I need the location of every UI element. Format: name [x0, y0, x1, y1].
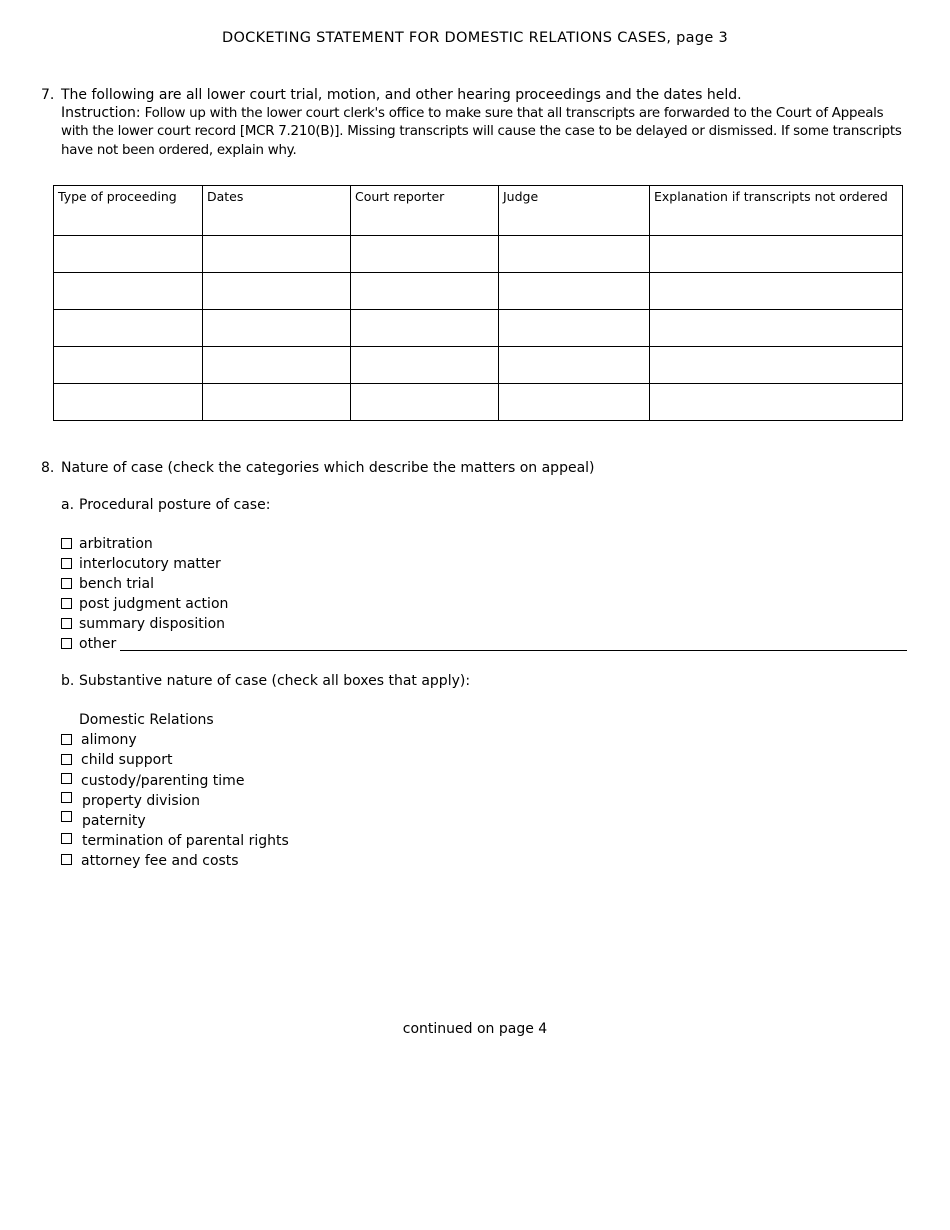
proceedings-table: [53, 185, 903, 421]
table-row: [54, 236, 903, 273]
checkbox-summary-disposition[interactable]: [61, 618, 72, 629]
table-cell[interactable]: [499, 384, 650, 421]
table-cell[interactable]: [351, 310, 499, 347]
option-interlocutory-matter: interlocutory matter: [79, 556, 221, 572]
table-cell[interactable]: [650, 273, 903, 310]
table-row: [54, 347, 903, 384]
other-fill-line[interactable]: [120, 650, 907, 651]
table-row: [54, 273, 903, 310]
table-cell[interactable]: [499, 236, 650, 273]
checkbox-interlocutory-matter[interactable]: [61, 558, 72, 569]
option-arbitration: arbitration: [79, 536, 153, 552]
table-cell[interactable]: [54, 384, 203, 421]
checkbox-child-support[interactable]: [61, 754, 72, 765]
col-type-of-proceeding: Type of proceeding: [54, 186, 203, 236]
checkbox-alimony[interactable]: [61, 734, 72, 745]
checkbox-bench-trial[interactable]: [61, 578, 72, 589]
instruction-text-1: Follow up with the lower court clerk's office to make sure that all transcripts are forwarded to the Court of Appeals: [140, 106, 884, 121]
col-judge: Judge: [499, 186, 650, 236]
option-other: other: [79, 636, 117, 652]
instruction-label: Instruction:: [61, 105, 141, 121]
table-cell[interactable]: [54, 236, 203, 273]
option-alimony: alimony: [81, 732, 137, 748]
col-dates: Dates: [203, 186, 351, 236]
option-termination-of-parental-rights: termination of parental rights: [82, 833, 289, 849]
checkbox-custody-parenting-time[interactable]: [61, 773, 72, 784]
table-cell[interactable]: [203, 236, 351, 273]
table-cell[interactable]: [650, 347, 903, 384]
option-summary-disposition: summary disposition: [79, 616, 226, 632]
table-cell[interactable]: [650, 236, 903, 273]
col-explanation: Explanation if transcripts not ordered: [650, 186, 903, 236]
table-cell[interactable]: [351, 273, 499, 310]
table-cell[interactable]: [203, 310, 351, 347]
table-cell[interactable]: [499, 347, 650, 384]
checkbox-arbitration[interactable]: [61, 538, 72, 549]
q8b-text: Substantive nature of case (check all boxes that apply):: [79, 673, 471, 689]
continued-note: continued on page 4: [402, 1021, 548, 1037]
table-cell[interactable]: [650, 310, 903, 347]
q8-number: 8.: [41, 460, 55, 476]
checkbox-attorney-fee-and-costs[interactable]: [61, 854, 72, 865]
q7-instruction-line2: with the lower court record [MCR 7.210(B)]. Missing transcripts will cause the case to be delayed or dismissed. If some transcripts: [61, 124, 902, 139]
table-cell[interactable]: [650, 384, 903, 421]
option-bench-trial: bench trial: [79, 576, 154, 592]
table-cell[interactable]: [203, 347, 351, 384]
table-cell[interactable]: [351, 347, 499, 384]
q8a-text: Procedural posture of case:: [79, 497, 271, 513]
q7-text: The following are all lower court trial, motion, and other hearing proceedings and the dates held.: [61, 87, 742, 103]
option-paternity: paternity: [82, 813, 146, 829]
table-cell[interactable]: [203, 273, 351, 310]
q7-instruction-line3: have not been ordered, explain why.: [61, 143, 297, 158]
q8a-label: a.: [61, 497, 75, 513]
option-property-division: property division: [82, 793, 200, 809]
table-row: [54, 310, 903, 347]
option-post-judgment-action: post judgment action: [79, 596, 229, 612]
option-custody-parenting-time: custody/parenting time: [81, 773, 245, 789]
table-cell[interactable]: [203, 384, 351, 421]
col-court-reporter: Court reporter: [351, 186, 499, 236]
q7-instruction-line1: [61, 105, 883, 121]
group-label-domestic-relations: Domestic Relations: [79, 712, 214, 728]
checkbox-paternity[interactable]: [61, 811, 72, 822]
table-cell[interactable]: [54, 347, 203, 384]
checkbox-other[interactable]: [61, 638, 72, 649]
q7-number: 7.: [41, 87, 55, 103]
page-title: DOCKETING STATEMENT FOR DOMESTIC RELATIONS CASES, page 3: [221, 30, 729, 46]
table-cell[interactable]: [351, 236, 499, 273]
table-cell[interactable]: [54, 310, 203, 347]
checkbox-property-division[interactable]: [61, 792, 72, 803]
q8b-label: b.: [61, 673, 75, 689]
q8-text: Nature of case (check the categories which describe the matters on appeal): [61, 460, 595, 476]
option-attorney-fee-and-costs: attorney fee and costs: [81, 853, 239, 869]
checkbox-post-judgment-action[interactable]: [61, 598, 72, 609]
table-cell[interactable]: [351, 384, 499, 421]
checkbox-termination-of-parental-rights[interactable]: [61, 833, 72, 844]
table-cell[interactable]: [499, 310, 650, 347]
option-child-support: child support: [81, 752, 173, 768]
table-cell[interactable]: [499, 273, 650, 310]
table-header-row: [54, 186, 903, 236]
table-row: [54, 384, 903, 421]
table-cell[interactable]: [54, 273, 203, 310]
